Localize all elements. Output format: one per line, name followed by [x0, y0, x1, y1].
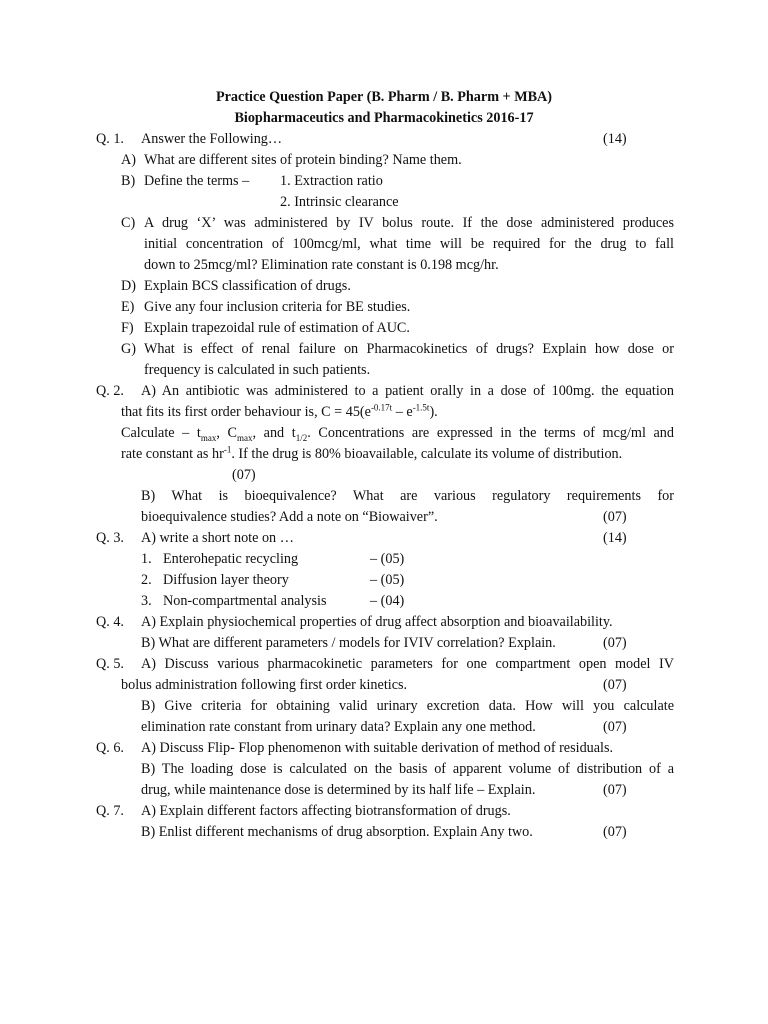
q2-a-line3 — [121, 424, 674, 442]
q6-b-line1: B) The loading dose is calculated on the basis of apparent volume of distribution of a — [141, 761, 674, 777]
q2-b-marks: (07) — [603, 509, 627, 525]
q4-b-marks: (07) — [603, 635, 627, 651]
q7-b-text: B) Enlist different mechanisms of drug absorption. Explain Any two. — [141, 824, 533, 840]
q2-sub-half: 1/2 — [295, 432, 308, 443]
q5-number: Q. 5. — [96, 656, 124, 672]
q1-b-term1: 1. Extraction ratio — [280, 173, 383, 189]
q3-item-1-num: 1. — [141, 551, 152, 567]
q2-b-line1: B) What is bioequivalence? What are various regulatory requirements for — [141, 488, 674, 504]
q1-f-label: F) — [121, 320, 134, 336]
q3-item-3-text: Non-compartmental analysis — [163, 593, 327, 609]
q7-b-marks: (07) — [603, 824, 627, 840]
q1-c-line1: A drug ‘X’ was administered by IV bolus route. If the dose administered produces — [144, 215, 674, 231]
q3-item-3-marks: – (04) — [370, 593, 405, 609]
q1-stem: Answer the Following… — [141, 131, 283, 147]
q1-e-text: Give any four inclusion criteria for BE studies. — [144, 299, 411, 315]
q1-d-label: D) — [121, 278, 136, 294]
q1-c-line2: initial concentration of 100mcg/ml, what time will be required for the drug to fall — [144, 236, 674, 252]
q5-b-line2: elimination rate constant from urinary data? Explain any one method. — [141, 719, 536, 735]
q2-a-line3-mid1: , C — [216, 425, 237, 441]
q1-b-label: B) — [121, 173, 136, 189]
q2-a-line3-post: . Concentrations are expressed in the terms of mcg/ml and — [307, 425, 674, 441]
q5-b-line1: B) Give criteria for obtaining valid urinary excretion data. How will you calculate — [141, 698, 674, 714]
q3-marks: (14) — [603, 530, 627, 546]
q6-b-line2: drug, while maintenance dose is determined by its half life – Explain. — [141, 782, 536, 798]
q2-a-line2-post: ). — [429, 404, 438, 420]
q1-f-text: Explain trapezoidal rule of estimation of AUC. — [144, 320, 410, 336]
q1-g-label: G) — [121, 341, 136, 357]
q7-a-text: A) Explain different factors affecting biotransformation of drugs. — [141, 803, 511, 819]
q1-g-line1: What is effect of renal failure on Pharmacokinetics of drugs? Explain how dose or — [144, 341, 674, 357]
q2-a-line3-mid2: , and t — [252, 425, 296, 441]
q2-exp2: -1.5t — [412, 402, 430, 413]
q3-stem: A) write a short note on … — [141, 530, 294, 546]
q1-marks: (14) — [603, 131, 627, 147]
q2-sup-hr: -1 — [223, 444, 232, 455]
q2-sub-cmax: max — [236, 432, 253, 443]
q6-b-marks: (07) — [603, 782, 627, 798]
q3-item-1-text: Enterohepatic recycling — [163, 551, 299, 567]
q3-item-2-num: 2. — [141, 572, 152, 588]
q1-b-text: Define the terms – — [144, 173, 250, 189]
q2-a-line2-pre: that fits its first order behaviour is, C = 45(e — [121, 404, 371, 420]
q2-a-line4-post: . If the drug is 80% bioavailable, calculate its volume of distribution. — [231, 446, 623, 462]
q1-c-line3: down to 25mcg/ml? Elimination rate constant is 0.198 mcg/hr. — [144, 257, 499, 273]
q3-number: Q. 3. — [96, 530, 124, 546]
q1-c-label: C) — [121, 215, 136, 231]
paper-title: Practice Question Paper (B. Pharm / B. Pharm + MBA) — [215, 89, 553, 105]
q1-d-text: Explain BCS classification of drugs. — [144, 278, 351, 294]
q1-a-text: What are different sites of protein binding? Name them. — [144, 152, 462, 168]
q3-item-1-marks: – (05) — [370, 551, 405, 567]
q2-exp1: -0.17t — [370, 402, 393, 413]
q3-item-2-marks: – (05) — [370, 572, 405, 588]
q4-a-text: A) Explain physiochemical properties of drug affect absorption and bioavailability. — [141, 614, 613, 630]
q2-a-line3-pre: Calculate – t — [121, 425, 201, 441]
q6-number: Q. 6. — [96, 740, 124, 756]
q1-g-line2: frequency is calculated in such patients. — [144, 362, 371, 378]
q5-a-line1: A) Discuss various pharmacokinetic parameters for one compartment open model IV — [141, 656, 674, 672]
q2-b-line2: bioequivalence studies? Add a note on “Biowaiver”. — [141, 509, 438, 525]
q5-a-line2: bolus administration following first order kinetics. — [121, 677, 408, 693]
q6-a-text: A) Discuss Flip- Flop phenomenon with suitable derivation of method of residuals. — [141, 740, 614, 756]
q2-a-marks: (07) — [232, 467, 256, 483]
q4-number: Q. 4. — [96, 614, 124, 630]
q4-b-text: B) What are different parameters / models for IVIV correlation? Explain. — [141, 635, 556, 651]
q2-a-line1: A) An antibiotic was administered to a patient orally in a dose of 100mg. the equation — [141, 383, 674, 399]
q2-a-line4-pre: rate constant as hr — [121, 446, 224, 462]
q5-a-marks: (07) — [603, 677, 627, 693]
q2-a-line2 — [121, 403, 438, 421]
paper-subtitle: Biopharmaceutics and Pharmacokinetics 2016-17 — [234, 110, 534, 126]
q1-e-label: E) — [121, 299, 135, 315]
q1-a-label: A) — [121, 152, 136, 168]
q2-number: Q. 2. — [96, 383, 124, 399]
q5-b-marks: (07) — [603, 719, 627, 735]
q3-item-3-num: 3. — [141, 593, 152, 609]
q1-number: Q. 1. — [96, 131, 124, 147]
q1-b-term2: 2. Intrinsic clearance — [280, 194, 399, 210]
q3-item-2-text: Diffusion layer theory — [163, 572, 289, 588]
q7-number: Q. 7. — [96, 803, 124, 819]
q2-sub-tmax: max — [200, 432, 217, 443]
q2-a-line4 — [121, 445, 622, 463]
q2-a-line2-mid: – e — [392, 404, 413, 420]
